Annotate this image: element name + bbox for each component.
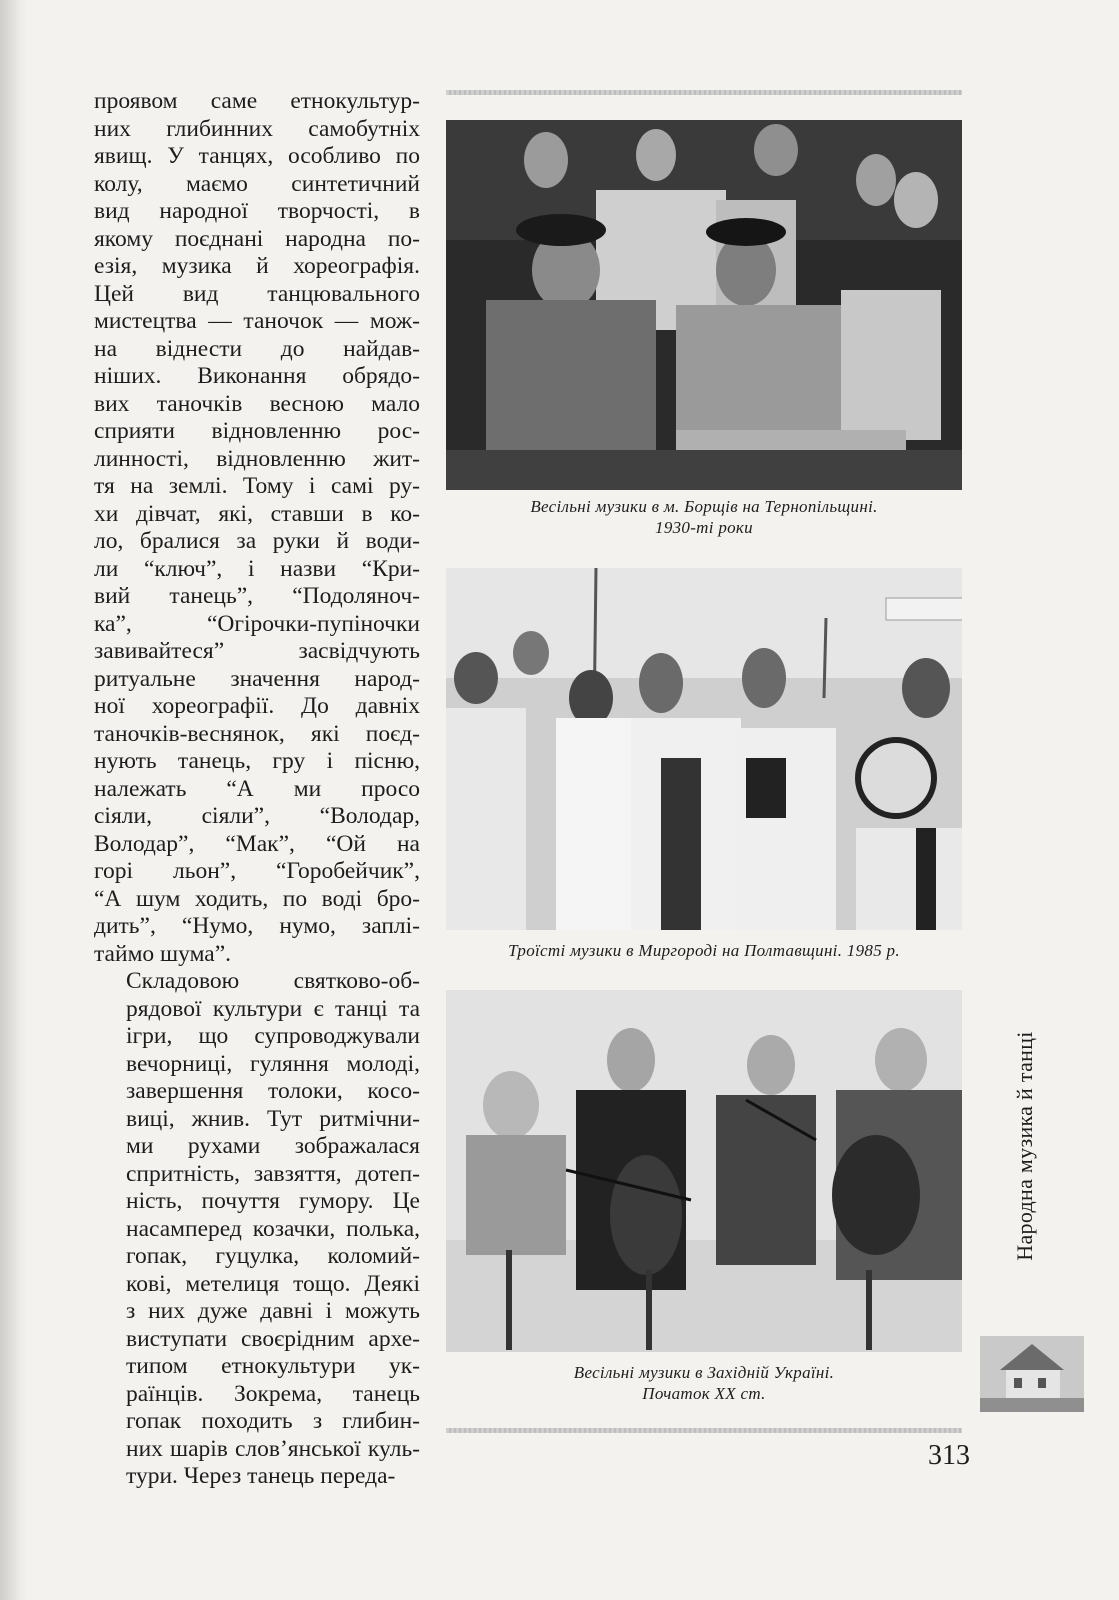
page-number: 313 <box>928 1440 970 1471</box>
text-line: насамперед козачки, полька, <box>126 1215 420 1242</box>
text-line: належать “А ми просо <box>94 775 420 802</box>
text-line: спритність, завзяття, дотеп- <box>126 1160 420 1187</box>
text-line: мистецтва — таночок — мож- <box>94 308 420 334</box>
paragraph <box>94 88 420 968</box>
text-line: явищ. У танцях, особливо по <box>94 143 420 169</box>
caption-photo-3 <box>446 1362 962 1404</box>
text-line: них шарів слов’янської куль- <box>126 1435 420 1462</box>
photo-wedding-musicians-western-ukraine <box>446 990 962 1352</box>
text-line: тури. Через танець переда- <box>126 1463 396 1489</box>
page-edge-shadow <box>0 0 28 1600</box>
text-line: ми рухами зображалася <box>126 1133 420 1159</box>
caption-photo-1 <box>446 496 962 538</box>
text-line: таймо шума”. <box>94 940 232 967</box>
text-line: ної хореографії. До давніх <box>94 693 420 719</box>
caption-photo-2 <box>446 940 962 961</box>
text-line: ли “ключ”, і назви “Кри- <box>94 555 420 582</box>
top-rule <box>446 90 962 95</box>
text-line: якому поєднані народна по- <box>94 225 420 252</box>
text-line: тя на землі. Тому і самі ру- <box>94 473 420 499</box>
text-line: линності, відновленню жит- <box>94 445 420 472</box>
text-line: завивайтеся” засвідчують <box>94 638 420 664</box>
section-title-text: Народна музика й танці <box>1012 1031 1037 1261</box>
text-line: вид народної творчості, в <box>94 198 420 224</box>
decorative-house-thumbnail <box>980 1336 1084 1412</box>
text-line: на віднести до найдав- <box>94 335 420 362</box>
paragraph <box>94 968 420 1491</box>
text-line: раїнців. Зокрема, танець <box>126 1380 420 1407</box>
caption-line: Весільні музики в м. Борщів на Тернопільщині. <box>530 497 878 516</box>
caption-line: 1930-ті роки <box>655 518 753 537</box>
text-line: завершення толоки, косо- <box>126 1078 420 1104</box>
text-line: виступати своєрідним архе- <box>126 1325 420 1352</box>
text-line: колу, маємо синтетичний <box>94 170 420 197</box>
photo-wedding-musicians-borshchiv <box>446 120 962 490</box>
text-line: езія, музика й хореографія. <box>94 253 420 279</box>
text-line: виці, жнив. Тут ритмічни- <box>126 1105 420 1132</box>
text-line: Цей вид танцювального <box>94 280 420 307</box>
text-line: з них дуже давні і можуть <box>126 1298 420 1324</box>
text-line: кові, метелиця тощо. Деякі <box>126 1270 420 1297</box>
text-line: горі льон”, “Горобейчик”, <box>94 858 420 884</box>
text-line: сіяли, сіяли”, “Володар, <box>94 803 420 829</box>
text-line: дить”, “Нумо, нумо, заплі- <box>94 913 420 939</box>
text-line: них глибинних самобутніх <box>94 115 420 142</box>
caption-line: Початок XX ст. <box>642 1384 766 1403</box>
text-line: Складовою святково-об- <box>126 968 420 994</box>
section-title-vertical <box>1008 1012 1042 1280</box>
photo-troisti-musicians-myrhorod <box>446 568 962 930</box>
text-line: сприяти відновленню рос- <box>94 418 420 444</box>
caption-line: Троїсті музики в Миргороді на Полтавщині. 1985 р. <box>508 941 900 960</box>
bottom-rule <box>446 1428 962 1433</box>
text-line: Володар”, “Мак”, “Ой на <box>94 830 420 857</box>
text-line: ло, бралися за руки й води- <box>94 528 420 554</box>
text-line: хи дівчат, які, ставши в ко- <box>94 500 420 527</box>
text-line: таночків-веснянок, які поєд- <box>94 720 420 747</box>
body-text-column <box>94 88 420 1491</box>
text-line: нують танець, гру і пісню, <box>94 748 420 774</box>
text-line: ність, почуття гумору. Це <box>126 1188 420 1214</box>
text-line: ритуальне значення народ- <box>94 665 420 692</box>
text-line: ігри, що супроводжували <box>126 1023 420 1049</box>
text-line: типом етнокультури ук- <box>126 1353 420 1379</box>
text-line: ніших. Виконання обрядо- <box>94 363 420 389</box>
text-line: гопак походить з глибин- <box>126 1408 420 1434</box>
text-line: проявом саме етнокультур- <box>94 88 420 114</box>
text-line: ка”, “Огірочки-пупіночки <box>94 610 420 637</box>
text-line: “А шум ходить, по воді бро- <box>94 885 420 912</box>
text-line: рядової культури є танці та <box>126 995 420 1022</box>
text-line: вечорниці, гуляння молоді, <box>126 1050 420 1077</box>
text-line: вий танець”, “Подоляноч- <box>94 583 420 609</box>
text-line: гопак, гуцулка, коломий- <box>126 1243 420 1269</box>
caption-line: Весільні музики в Західній Україні. <box>573 1363 835 1382</box>
text-line: вих таночків весною мало <box>94 390 420 417</box>
